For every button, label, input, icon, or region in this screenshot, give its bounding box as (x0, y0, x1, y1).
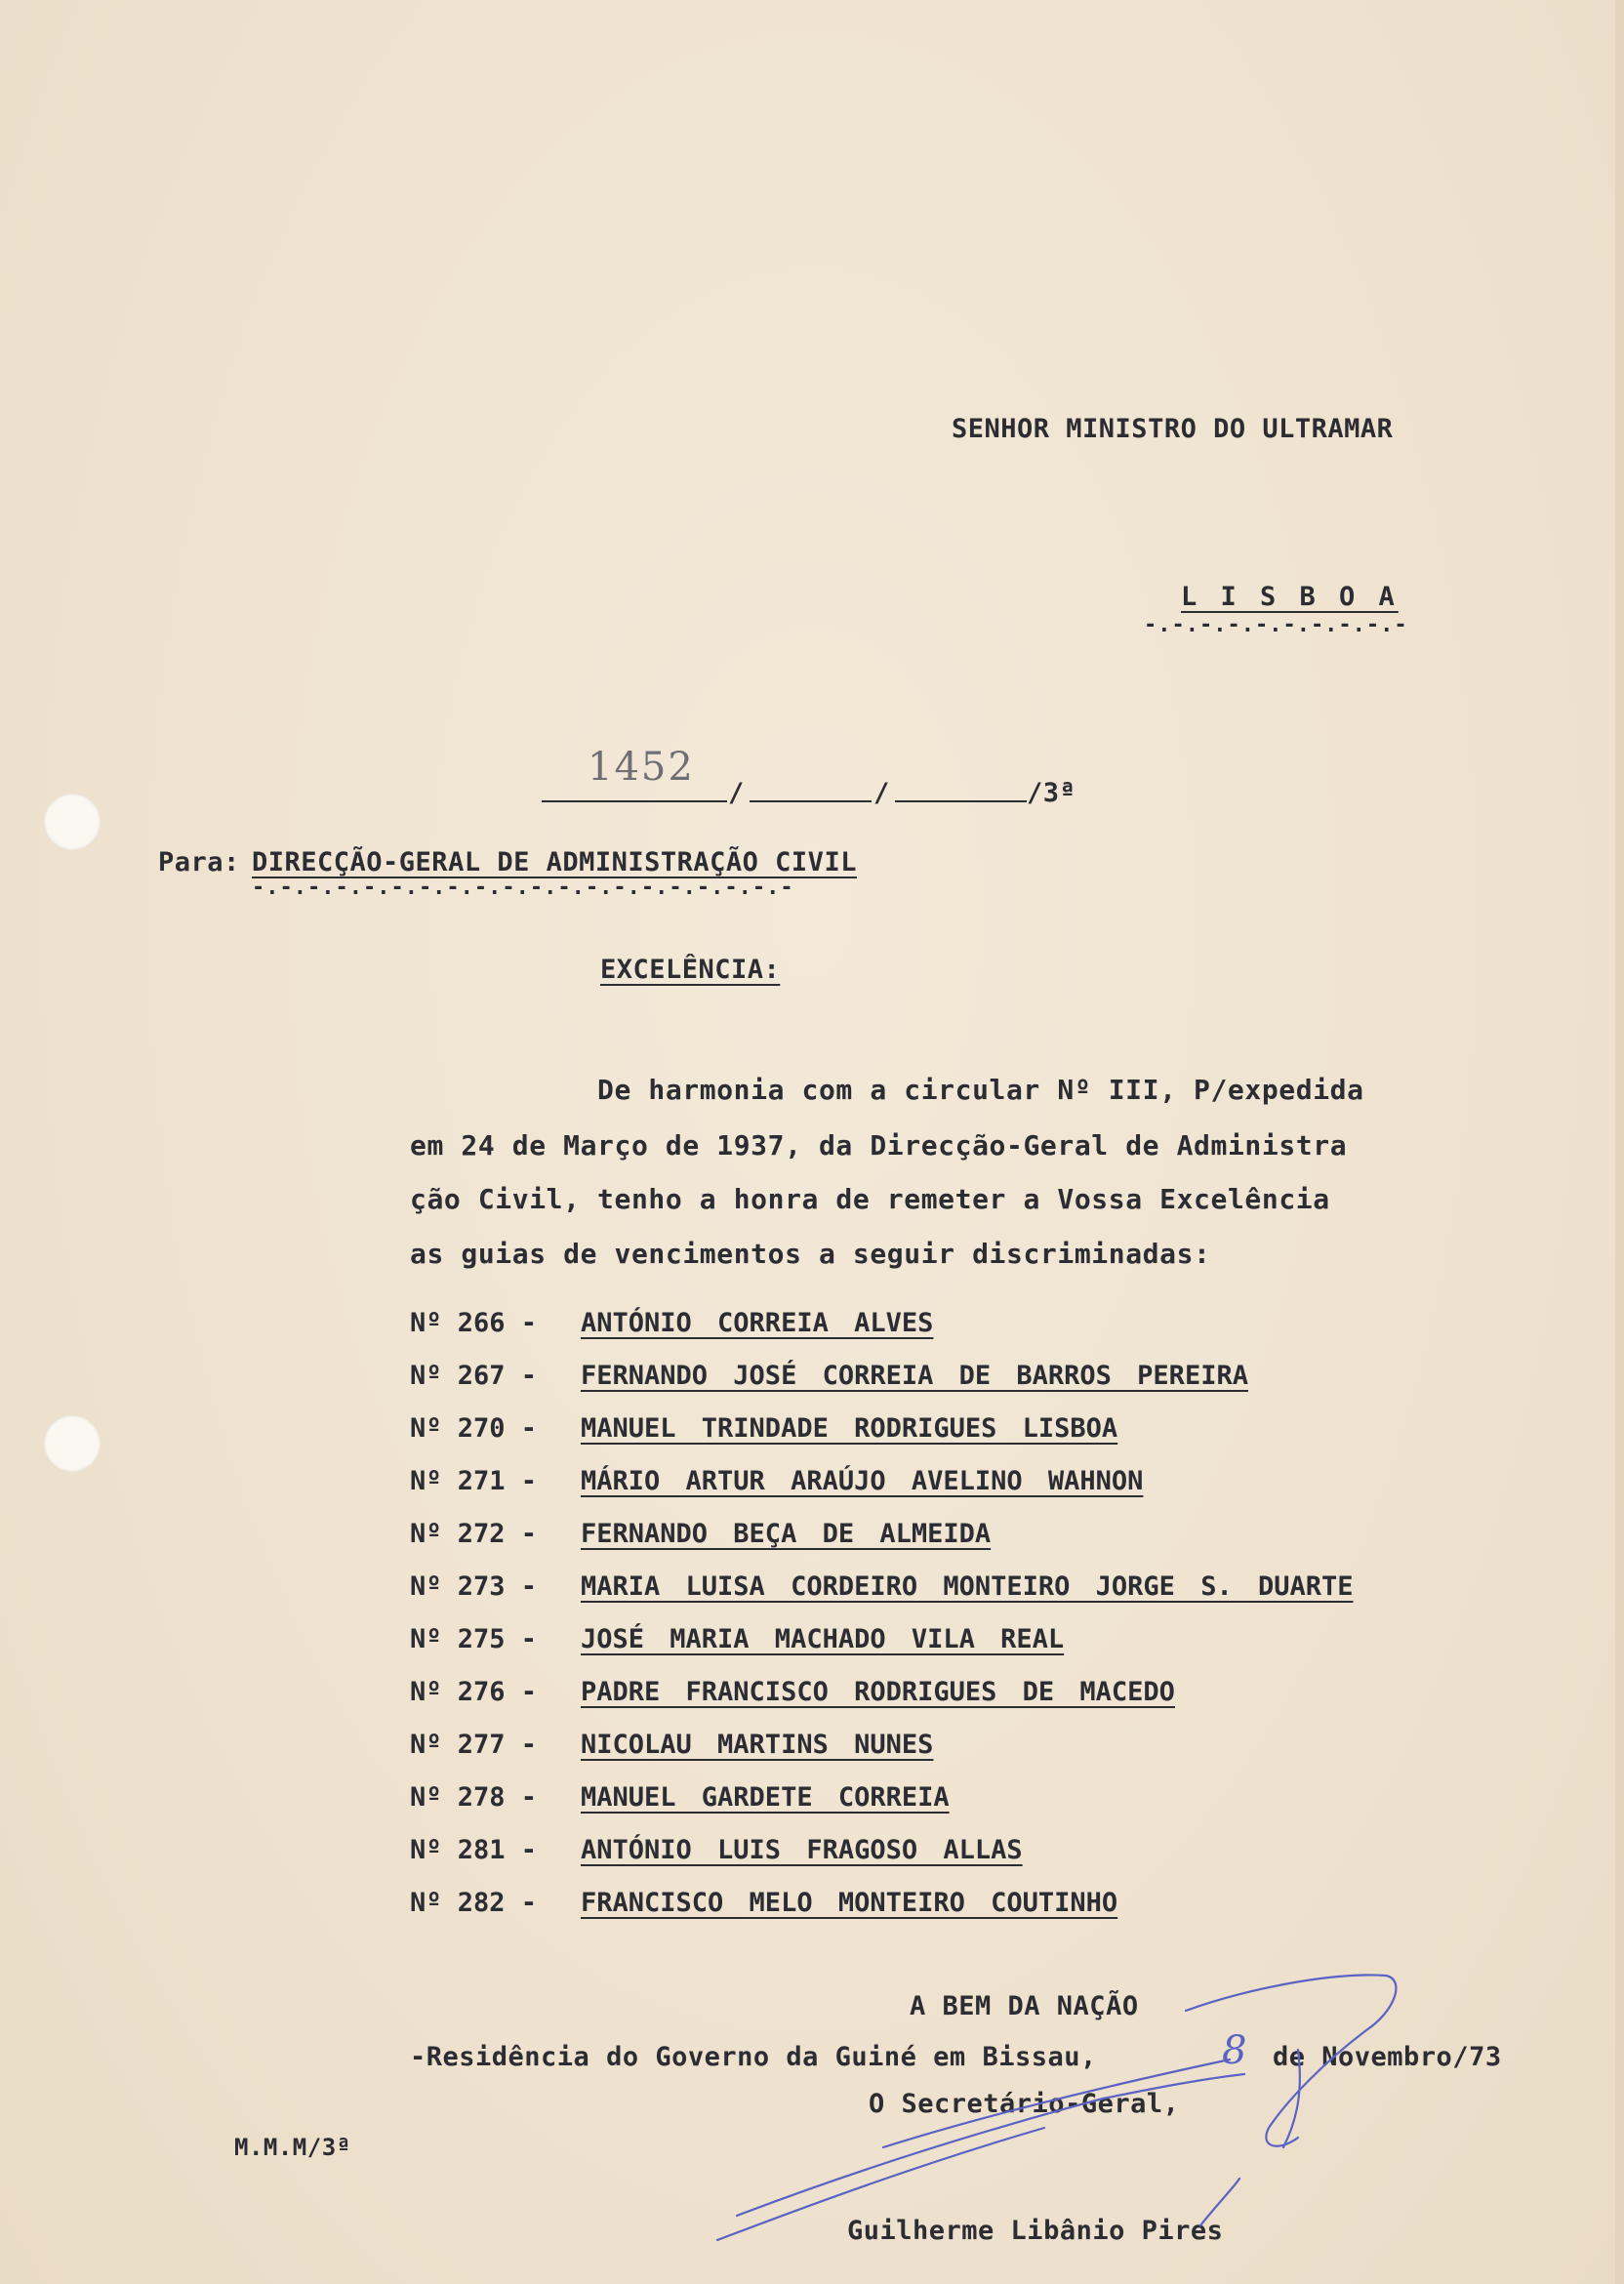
guia-name: NICOLAU MARTINS NUNES (581, 1730, 934, 1760)
body-line-3: ção Civil, tenho a honra de remeter a Vossa Excelência (410, 1183, 1330, 1215)
guia-name: ANTÓNIO LUIS FRAGOSO ALLAS (581, 1835, 1023, 1865)
reference-slash-2: / (873, 778, 890, 808)
closing-motto: A BEM DA NAÇÃO (910, 1991, 1139, 2021)
guia-number: Nº 281 - (410, 1835, 538, 1865)
guia-number: Nº 277 - (410, 1730, 538, 1760)
body-line-4: as guias de vencimentos a seguir discriminadas: (410, 1238, 1211, 1270)
closing-date: de Novembro/73 (1273, 2042, 1502, 2072)
guia-name: FERNANDO JOSÉ CORREIA DE BARROS PEREIRA (581, 1361, 1248, 1391)
closing-role: O Secretário-Geral, (869, 2089, 1180, 2119)
body-line-1: De harmonia com a circular Nº III, P/expedida (597, 1074, 1364, 1106)
guia-name: MÁRIO ARTUR ARAÚJO AVELINO WAHNON (581, 1466, 1144, 1496)
guia-number: Nº 272 - (410, 1519, 538, 1549)
guia-number: Nº 276 - (410, 1677, 538, 1707)
guia-number: Nº 278 - (410, 1782, 538, 1813)
para-value: DIRECÇÃO-GERAL DE ADMINISTRAÇÃO CIVIL (252, 847, 857, 877)
guia-name: FERNANDO BEÇA DE ALMEIDA (581, 1519, 992, 1549)
recipient-title: SENHOR MINISTRO DO ULTRAMAR (952, 414, 1394, 444)
closing-place: -Residência do Governo da Guiné em Bissau, (410, 2042, 1097, 2072)
recipient-city: L I S B O A (1181, 582, 1399, 612)
para-dashes: -.-.-.-.-.-.-.-.-.-.-.-.-.-.-.-.-.-.-.- (252, 876, 794, 900)
guia-number: Nº 275 - (410, 1624, 538, 1654)
handwritten-day: 8 (1222, 2028, 1247, 2073)
stamped-number: 1452 (588, 745, 695, 790)
body-line-2: em 24 de Março de 1937, da Direcção-Geral de Administra (410, 1129, 1348, 1162)
reference-suffix: /3ª (1027, 778, 1076, 808)
guia-name: MARIA LUISA CORDEIRO MONTEIRO JORGE S. DUARTE (581, 1571, 1354, 1602)
guia-name: FRANCISCO MELO MONTEIRO COUTINHO (581, 1888, 1118, 1918)
guia-name: MANUEL TRINDADE RODRIGUES LISBOA (581, 1413, 1118, 1444)
guia-number: Nº 273 - (410, 1571, 538, 1602)
guia-name: ANTÓNIO CORREIA ALVES (581, 1308, 934, 1338)
reference-initials: M.M.M/3ª (234, 2134, 351, 2161)
signatory-name: Guilherme Libânio Pires (847, 2216, 1224, 2246)
recipient-city-dashes: -.-.-.-.-.-.-.-.-.- (1144, 613, 1408, 637)
guia-number: Nº 271 - (410, 1466, 538, 1496)
guia-number: Nº 270 - (410, 1413, 538, 1444)
guia-number: Nº 282 - (410, 1888, 538, 1918)
reference-slash-1: / (728, 778, 745, 808)
guia-name: PADRE FRANCISCO RODRIGUES DE MACEDO (581, 1677, 1175, 1707)
guia-number: Nº 266 - (410, 1308, 538, 1338)
salutation: EXCELÊNCIA: (600, 955, 781, 985)
para-label: Para: (158, 847, 240, 877)
guia-name: JOSÉ MARIA MACHADO VILA REAL (581, 1624, 1065, 1654)
guia-number: Nº 267 - (410, 1361, 538, 1391)
guia-name: MANUEL GARDETE CORREIA (581, 1782, 950, 1813)
